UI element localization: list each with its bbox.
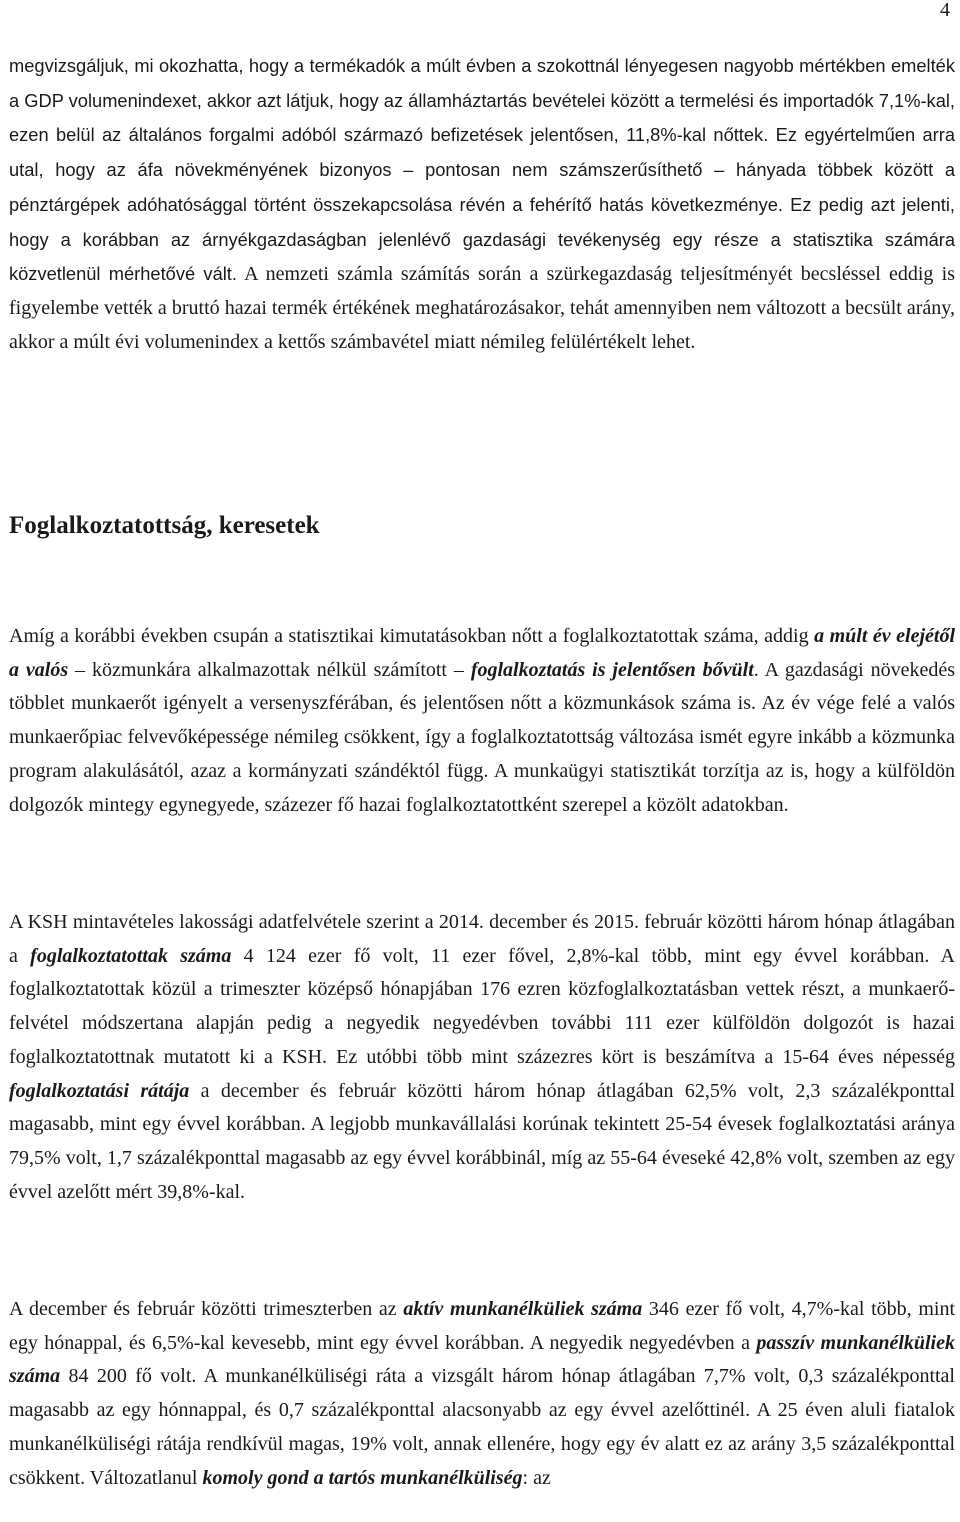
- paragraph-2-text-1: Amíg a korábbi években csupán a statisztikai kimutatásokban nőtt a foglalkoztatottak száma, addig: [9, 625, 815, 647]
- paragraph-3-emphasis-1: foglalkoztatottak száma: [30, 944, 232, 967]
- paragraph-4-emphasis-1: aktív munkanélküliek száma: [403, 1298, 643, 1320]
- paragraph-4-text-3: 84 200 fő volt. A munkanélküliségi ráta a vizsgált három hónap átlagában 7,7% volt, 0,3 százalékponttal magasabb az egy hónnappal, és 0,7 százalékponttal alacsonyabb az egy évvel azelőttinél. A 25 éven aluli fiatalok munkanélküliségi rátája rendkívül magas, 19% volt, annak ellenére, hogy egy év alatt ez az arány 3,5 százalékponttal csökkent. Változatlanul: [9, 1365, 955, 1489]
- paragraph-4: [9, 1293, 955, 1495]
- paragraph-3-text-1: A KSH mintavételes lakossági adatfelvétele szerint a 2014. december és 2015. február közötti három hónap átlagában a: [9, 911, 955, 967]
- paragraph-4-text-1: A december és február közötti trimeszterben az: [9, 1298, 404, 1320]
- paragraph-3-emphasis-2: foglalkoztatási rátája: [9, 1079, 190, 1102]
- paragraph-4-text-4: : az: [522, 1466, 551, 1489]
- page-number: 4: [940, 0, 950, 21]
- paragraph-2-text-2: – közmunkára alkalmazottak nélkül számított –: [68, 658, 471, 681]
- paragraph-4-emphasis-2: passzív munkanélküliek száma: [9, 1331, 955, 1388]
- paragraph-3-text-2: 4 124 ezer fő volt, 11 ezer fővel, 2,8%-kal több, mint egy évvel korábban. A foglalkoztatottak közül a trimeszter középső hónapjában 176 ezren közfoglalkoztatásban vettek részt, a munkaerő-felvétel módszertana alapján pedig a negyedik negyedévben további 111 ezer külföldön dolgozót is hazai foglalkoztatottnak mutatott ki a KSH. Ez utóbbi több mint százezres kört is beszámítva a 15-64 éves népesség: [9, 944, 955, 1068]
- paragraph-3-text-3: a december és február közötti három hónap átlagában 62,5% volt, 2,3 százalékponttal magasabb, mint egy évvel korábban. A legjobb munkavállalási korúnak tekintett 25-54 évesek foglalkoztatási aránya 79,5% volt, 1,7 százalékponttal magasabb az egy évvel korábbinál, míg az 55-64 éveseké 42,8% volt, szemben az egy évvel azelőtt mért 39,8%-kal.: [9, 1079, 956, 1203]
- paragraph-2-emphasis-1: a múlt év elejétől a valós: [9, 625, 956, 681]
- paragraph-2: [9, 620, 955, 822]
- paragraph-2-text-3: . A gazdasági növekedés többlet munkaerőt igényelt a versenyszférában, és jelentősen nőtt a közmunkások száma is. Az év vége felé a valós munkaerőpiac felvevőképessége némileg csökkent, így a foglalkoztatottság változása ismét egyre inkább a közmunka program alakulásától, azaz a kormányzati szándéktól függ. A munkaügyi statisztikát torzítja az is, hogy a külföldön dolgozók mintegy egynegyede, százezer fő hazai foglalkoztatottként szerepel a közölt adatokban.: [9, 658, 956, 816]
- paragraph-4-emphasis-3: komoly gond a tartós munkanélküliség: [202, 1466, 523, 1489]
- paragraph-2-emphasis-2: foglalkoztatás is jelentősen bővült: [470, 658, 754, 681]
- paragraph-4-text-2: 346 ezer fő volt, 4,7%-kal több, mint egy hónappal, és 6,5%-kal kevesebb, mint egy évvel korábban. A negyedik negyedévben a: [9, 1298, 955, 1354]
- paragraph-1-serif-text: A nemzeti számla számítás során a szürkegazdaság teljesítményét becsléssel eddig is figyelembe vették a bruttó hazai termék értékének meghatározásakor, tehát amennyiben nem változott a becsült arány, akkor a múlt évi volumenindex a kettős számbavétel miatt némileg felülértékelt lehet.: [9, 263, 955, 353]
- paragraph-1: [9, 49, 955, 359]
- paragraph-1-sans-text: megvizsgáljuk, mi okozhatta, hogy a termékadók a múlt évben a szokottnál lényegesen nagyobb mértékben emelték a GDP volumenindexet, akkor azt látjuk, hogy az államháztartás bevételei között a termelési és importadók 7,1%-kal, ezen belül az általános forgalmi adóból származó befizetések jelentősen, 11,8%-kal nőttek. Ez egyértelműen arra utal, hogy az áfa növekményének bizonyos – pontosan nem számszerűsíthető – hányada többek között a pénztárgépek adóhatósággal történt összekapcsolása révén a fehérítő hatás következménye. Ez pedig azt jelenti, hogy a korábban az árnyékgazdaságban jelenlévő gazdasági tevékenység egy része a statisztika számára közvetlenül mérhetővé vált.: [9, 55, 955, 285]
- section-heading: Foglalkoztatottság, keresetek: [9, 512, 320, 539]
- paragraph-3: [9, 906, 955, 1209]
